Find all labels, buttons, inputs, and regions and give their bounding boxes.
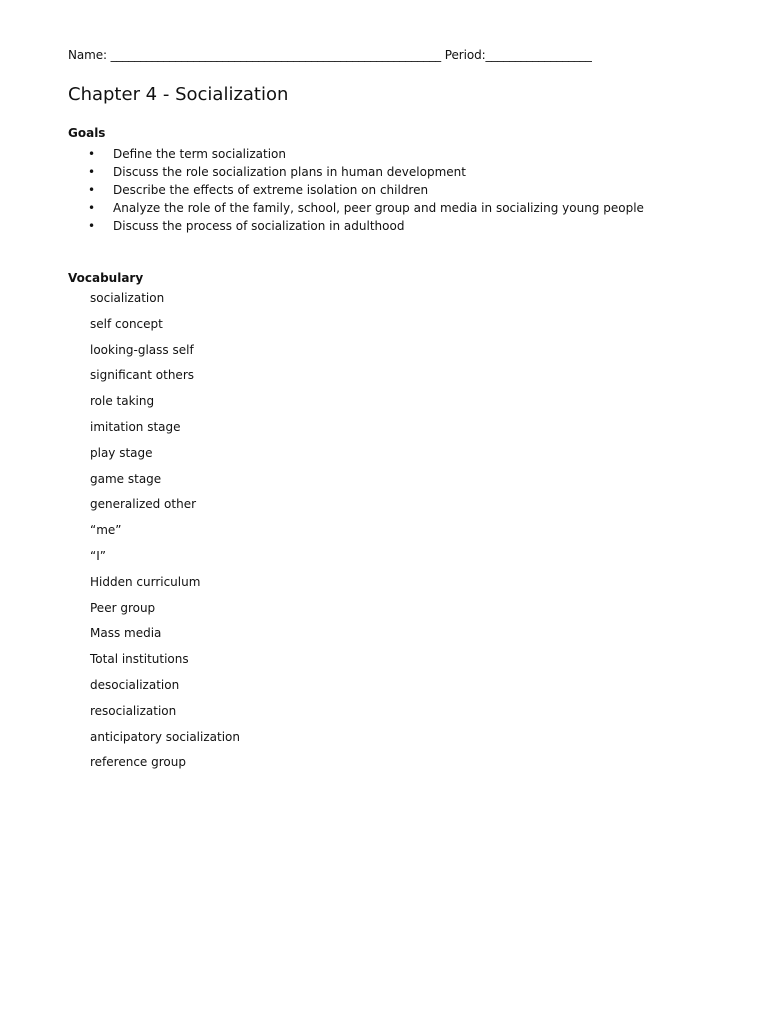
vocab-term: Total institutions [90,652,189,667]
vocab-term: reference group [90,755,186,770]
bullet-icon: • [88,219,96,233]
vocab-term: socialization [90,291,165,305]
goal-item [88,199,644,217]
goals-heading: Goals [68,126,106,140]
goal-item [88,145,644,163]
bullet-icon: • [88,201,96,215]
goals-list [88,145,644,235]
goal-text: Discuss the process of socialization in adulthood [113,219,405,233]
goal-text: Describe the effects of extreme isolation on children [113,183,429,197]
goal-item [88,163,644,181]
vocab-term: anticipatory socialization [90,729,240,744]
goal-item [88,181,644,199]
goal-text: Analyze the role of the family, school, peer group and media in socializing young people [113,201,644,215]
vocab-term: significant others [90,368,194,383]
vocab-term: “me” [90,523,122,538]
bullet-icon: • [88,183,96,197]
bullet-icon: • [88,165,96,179]
bullet-icon: • [88,147,96,161]
vocab-term: self concept [90,316,163,331]
vocab-term: Hidden curriculum [90,574,201,589]
goal-text: Discuss the role socialization plans in human development [113,165,466,179]
vocab-term: game stage [90,471,162,486]
vocabulary-heading: Vocabulary [68,271,144,285]
vocabulary-list [90,288,240,778]
vocab-term: imitation stage [90,419,181,434]
vocab-term: generalized other [90,497,197,512]
name-period-line: Name: ________________________________________________________ Period:__________________ [68,48,592,62]
vocab-term: resocialization [90,703,177,718]
vocab-term: looking-glass self [90,342,194,357]
vocab-term: Mass media [90,626,162,641]
vocab-term: play stage [90,445,153,460]
vocab-term: desocialization [90,677,180,692]
vocab-term: Peer group [90,600,156,615]
goal-text: Define the term socialization [113,147,286,161]
vocab-term: role taking [90,394,155,409]
goal-item [88,217,644,235]
chapter-title: Chapter 4 - Socialization [68,84,289,105]
vocab-term: “I” [90,548,106,563]
